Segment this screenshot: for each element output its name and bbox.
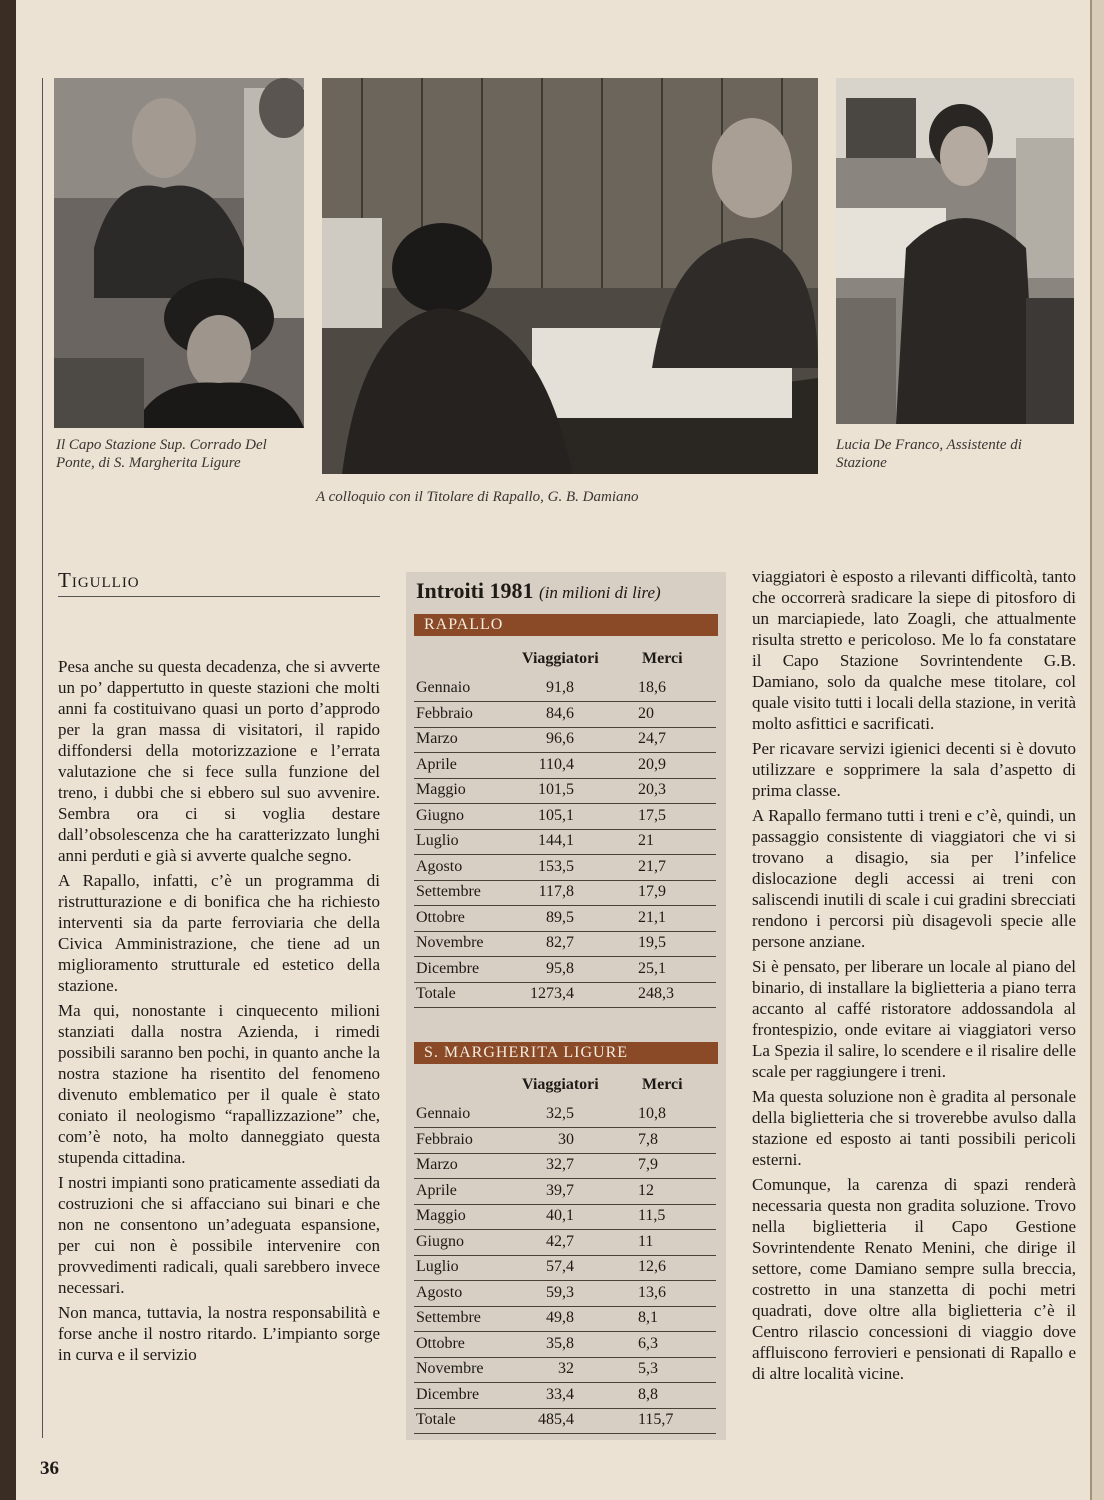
cell-viaggiatori: 89,5 bbox=[546, 908, 574, 926]
table-row bbox=[414, 1408, 716, 1434]
paragraph: A Rapallo, infatti, c’è un programma di ristrutturazione e di bonifica che ha richiesto interventi sia da parte ferroviaria che della Civica Amministrazione, che tiene ad un miglioramento strutturale ed estetico della stazione. bbox=[58, 871, 380, 995]
revenue-table-box bbox=[406, 572, 726, 1440]
cell-month: Maggio bbox=[416, 781, 466, 798]
table-row bbox=[414, 727, 716, 753]
cell-month: Agosto bbox=[416, 1283, 463, 1301]
cell-merci: 11,5 bbox=[638, 1207, 666, 1224]
table-row bbox=[414, 1204, 716, 1230]
binding-edge bbox=[0, 0, 16, 1500]
cell-month: Giugno bbox=[416, 1232, 464, 1250]
table-row bbox=[414, 829, 716, 855]
cell-month: Luglio bbox=[416, 832, 459, 849]
table-row bbox=[414, 1357, 716, 1383]
cell-month: Novembre bbox=[416, 934, 484, 951]
cell-viaggiatori: 84,6 bbox=[546, 704, 574, 722]
cell-viaggiatori: 95,8 bbox=[546, 959, 574, 977]
cell-month: Totale bbox=[416, 985, 456, 1002]
cell-merci: 115,7 bbox=[638, 1411, 674, 1428]
cell-month: Novembre bbox=[416, 1360, 484, 1377]
cell-merci: 12,6 bbox=[638, 1258, 666, 1275]
cell-month: Aprile bbox=[416, 1181, 457, 1199]
paragraph: viaggiatori è esposto a rilevanti difficoltà, tanto che occorrerà sradicare la siepe di pitosforo di un marciapiede, lato Zoagli, che attualmente risulta stretto e pericoloso. Me lo fa constatare il Capo Stazione Sovrintendente G.B. Damiano, solo da qualche mese titolare, col quale visito tutti i locali della stazione, in verità molto asfittici e sacrificati. bbox=[752, 567, 1076, 733]
cell-merci: 13,6 bbox=[638, 1283, 666, 1301]
cell-month: Gennaio bbox=[416, 679, 471, 696]
cell-viaggiatori: 49,8 bbox=[546, 1309, 574, 1326]
table-row bbox=[414, 753, 716, 779]
caption-center: A colloquio con il Titolare di Rapallo, G. B. Damiano bbox=[316, 489, 639, 505]
page-number: 36 bbox=[40, 1458, 59, 1479]
table-row bbox=[414, 778, 716, 804]
cell-viaggiatori: 33,4 bbox=[546, 1385, 574, 1403]
paragraph: Pesa anche su questa decadenza, che si avverte un po’ dappertutto in queste stazioni che molti anni fa costituivano quasi un porto d’approdo per la gran massa di visitatori, il rapido diffondersi della motorizzazione e l’errata valutazione che si fece sulla funzione del treno, i dubbi che si ebbero sul suo avvenire. Sembra ora ci si voglia destare dall’obsolescenza che ha caratterizzato lunghi anni perduti e già si avverte qualche segno. bbox=[58, 657, 380, 865]
section-title: Tigullio bbox=[58, 568, 140, 592]
table-row bbox=[414, 880, 716, 906]
table-row bbox=[414, 702, 716, 728]
cell-viaggiatori: 117,8 bbox=[538, 883, 574, 900]
table-row bbox=[414, 1281, 716, 1307]
cell-viaggiatori: 57,4 bbox=[546, 1258, 574, 1275]
table-row bbox=[414, 957, 716, 983]
title-rule bbox=[58, 596, 380, 597]
cell-month: Marzo bbox=[416, 730, 458, 747]
cell-viaggiatori: 39,7 bbox=[546, 1181, 574, 1199]
cell-viaggiatori: 82,7 bbox=[546, 934, 574, 951]
paragraph: A Rapallo fermano tutti i treni e c’è, quindi, un passaggio consistente di viaggiatori che vi si trovano a disagio, sia per l’infelice dislocazione degli accessi ai treni con saliscendi inutili di scale i cui gradini sbrecciati rendono i percorsi più disagevoli specie alle persone anziane. bbox=[752, 806, 1076, 951]
cell-month: Maggio bbox=[416, 1207, 466, 1224]
cell-merci: 20,9 bbox=[638, 755, 666, 773]
cell-merci: 5,3 bbox=[638, 1360, 658, 1377]
cell-month: Totale bbox=[416, 1411, 456, 1428]
cell-viaggiatori: 32 bbox=[558, 1360, 574, 1377]
cell-merci: 7,9 bbox=[638, 1156, 658, 1173]
header-viaggiatori: Viaggiatori bbox=[522, 650, 599, 667]
table-band-rapallo: RAPALLO bbox=[414, 614, 718, 636]
paragraph: Non manca, tuttavia, la nostra responsabilità e forse anche il nostro ritardo. L’impianto sorge in curva e il servizio bbox=[58, 1303, 380, 1364]
table-title-text: Introiti 1981 bbox=[416, 578, 534, 603]
cell-viaggiatori: 485,4 bbox=[538, 1411, 574, 1428]
table-row bbox=[414, 855, 716, 881]
cell-viaggiatori: 42,7 bbox=[546, 1232, 574, 1250]
table-row bbox=[414, 1102, 716, 1128]
table-band-santa-margherita: S. MARGHERITA LIGURE bbox=[414, 1042, 718, 1064]
cell-merci: 8,8 bbox=[638, 1385, 658, 1403]
cell-merci: 8,1 bbox=[638, 1309, 658, 1326]
cell-month: Gennaio bbox=[416, 1105, 471, 1122]
cell-viaggiatori: 153,5 bbox=[538, 857, 574, 875]
cell-merci: 17,9 bbox=[638, 883, 666, 900]
cell-month: Dicembre bbox=[416, 959, 480, 977]
cell-merci: 11 bbox=[638, 1232, 654, 1250]
cell-month: Luglio bbox=[416, 1258, 459, 1275]
table-row bbox=[414, 1179, 716, 1205]
cell-viaggiatori: 30 bbox=[558, 1130, 574, 1148]
cell-month: Agosto bbox=[416, 857, 463, 875]
cell-month: Febbraio bbox=[416, 1130, 473, 1148]
cell-month: Giugno bbox=[416, 806, 464, 824]
cell-merci: 20 bbox=[638, 704, 654, 722]
cell-month: Aprile bbox=[416, 755, 457, 773]
cell-merci: 21,7 bbox=[638, 857, 666, 875]
cell-month: Settembre bbox=[416, 1309, 481, 1326]
table-row bbox=[414, 982, 716, 1008]
paragraph: I nostri impianti sono praticamente assediati da costruzioni che si affacciano sui binari e che non ne consentono un’adeguata espansione, per cui non è possibile intervenire con provvedimenti radicali, quali sarebbero invece necessari. bbox=[58, 1173, 380, 1297]
cell-viaggiatori: 96,6 bbox=[546, 730, 574, 747]
cell-viaggiatori: 144,1 bbox=[538, 832, 574, 849]
margin-rule bbox=[42, 78, 43, 1438]
paragraph: Ma questa soluzione non è gradita al personale della biglietteria che si troverebbe avulso dalla stazione ed esposto ai tanti possibili pericoli esterni. bbox=[752, 1087, 1076, 1169]
cell-viaggiatori: 59,3 bbox=[546, 1283, 574, 1301]
table-title bbox=[416, 578, 661, 604]
cell-month: Ottobre bbox=[416, 1334, 465, 1352]
cell-merci: 248,3 bbox=[638, 985, 674, 1002]
cell-merci: 25,1 bbox=[638, 959, 666, 977]
paragraph: Ma qui, nonostante i cinquecento milioni stanziati dalla nostra Azienda, i rimedi possibili saranno ben pochi, in quanto anche la nostra stazione ha risentito del fenomeno divenuto emblematico per il quale è stato coniato il neologismo “rapallizzazione” che, com’è noto, ha molto danneggiato questa stupenda cittadina. bbox=[58, 1001, 380, 1167]
caption-left: Il Capo Stazione Sup. Corrado Del Ponte, di S. Margherita Ligure bbox=[56, 437, 267, 471]
header-merci: Merci bbox=[642, 1076, 683, 1093]
cell-merci: 24,7 bbox=[638, 730, 666, 747]
cell-month: Ottobre bbox=[416, 908, 465, 926]
cell-viaggiatori: 101,5 bbox=[538, 781, 574, 798]
photo-assistant bbox=[836, 78, 1074, 424]
next-page-edge bbox=[1090, 0, 1104, 1500]
table-row bbox=[414, 1153, 716, 1179]
table-row bbox=[414, 1128, 716, 1154]
cell-merci: 17,5 bbox=[638, 806, 666, 824]
cell-viaggiatori: 32,5 bbox=[546, 1105, 574, 1122]
article-column-right bbox=[752, 566, 1076, 1388]
table-row bbox=[414, 1306, 716, 1332]
cell-merci: 20,3 bbox=[638, 781, 666, 798]
cell-viaggiatori: 105,1 bbox=[538, 806, 574, 824]
table-row bbox=[414, 1332, 716, 1358]
cell-viaggiatori: 32,7 bbox=[546, 1156, 574, 1173]
header-merci: Merci bbox=[642, 650, 683, 667]
cell-viaggiatori: 91,8 bbox=[546, 679, 574, 696]
photo-meeting bbox=[322, 78, 818, 474]
cell-month: Dicembre bbox=[416, 1385, 480, 1403]
table-row bbox=[414, 1383, 716, 1409]
paragraph: Comunque, la carenza di spazi renderà necessaria questa non gradita soluzione. Trovo nella biglietteria il Capo Gestione Sovrintendente Renato Menini, che dirige il settore, come Damiano sempre sulla breccia, costretto in una stanzetta di pochi metri quadrati, dove oltre alla biglietteria c’è il Centro rilascio concessioni di viaggio dove affluiscono ferrovieri e pensionati di Rapallo e di altre località vicine. bbox=[752, 1175, 1076, 1383]
cell-merci: 21,1 bbox=[638, 908, 666, 926]
table-row bbox=[414, 1255, 716, 1281]
cell-merci: 10,8 bbox=[638, 1105, 666, 1122]
table-row bbox=[414, 804, 716, 830]
table-unit: (in milioni di lire) bbox=[539, 583, 661, 602]
header-viaggiatori: Viaggiatori bbox=[522, 1076, 599, 1093]
cell-viaggiatori: 40,1 bbox=[546, 1207, 574, 1224]
cell-merci: 19,5 bbox=[638, 934, 666, 951]
table-row bbox=[414, 906, 716, 932]
cell-month: Febbraio bbox=[416, 704, 473, 722]
cell-month: Marzo bbox=[416, 1156, 458, 1173]
cell-merci: 7,8 bbox=[638, 1130, 658, 1148]
paragraph: Per ricavare servizi igienici decenti si è dovuto utilizzare e sopprimere la sala d’aspetto di prima classe. bbox=[752, 739, 1076, 800]
cell-merci: 12 bbox=[638, 1181, 654, 1199]
cell-merci: 21 bbox=[638, 832, 654, 849]
cell-viaggiatori: 1273,4 bbox=[530, 985, 574, 1002]
cell-month: Settembre bbox=[416, 883, 481, 900]
cell-merci: 18,6 bbox=[638, 679, 666, 696]
cell-viaggiatori: 35,8 bbox=[546, 1334, 574, 1352]
table-row bbox=[414, 931, 716, 957]
cell-viaggiatori: 110,4 bbox=[538, 755, 574, 773]
caption-right: Lucia De Franco, Assistente di Stazione bbox=[836, 437, 1022, 471]
cell-merci: 6,3 bbox=[638, 1334, 658, 1352]
paragraph: Si è pensato, per liberare un locale al piano del binario, di installare la biglietteria a piano terra accanto al caffé ristoratore addossandola al frontespizio, onde evitare ai viaggiatori verso La Spezia il salire, lo scendere e il risalire delle scale per raggiungere i treni. bbox=[752, 957, 1076, 1081]
table-row bbox=[414, 1230, 716, 1256]
article-column-left bbox=[58, 656, 380, 1369]
table-row bbox=[414, 676, 716, 702]
photo-station-master bbox=[54, 78, 304, 428]
